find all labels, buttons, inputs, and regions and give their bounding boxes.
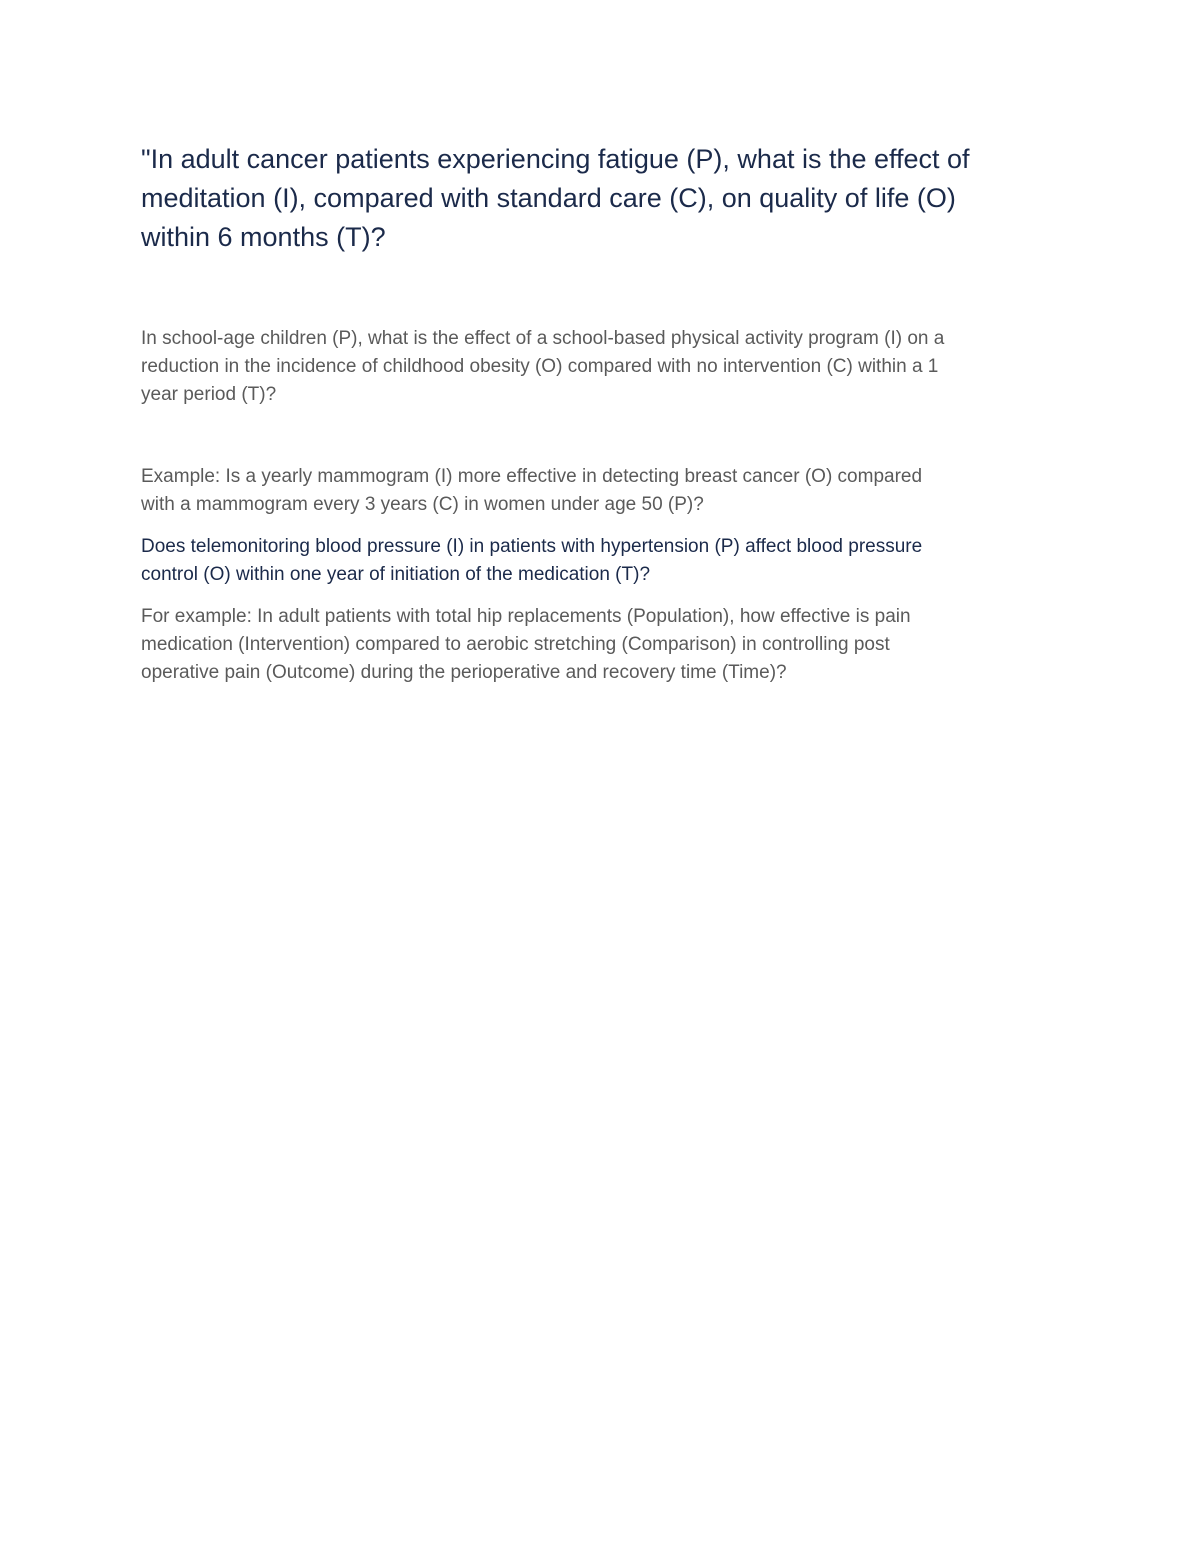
paragraph-line: For example: In adult patients with total hip replacements (Population), how effective is pain	[141, 606, 911, 627]
main-question-line: meditation (I), compared with standard care (C), on quality of life (O)	[141, 183, 956, 213]
document-content	[141, 140, 1071, 687]
paragraph-line: In school-age children (P), what is the effect of a school-based physical activity program (I) on a	[141, 328, 945, 349]
paragraph-line: Example: Is a yearly mammogram (I) more effective in detecting breast cancer (O) compared	[141, 466, 923, 487]
telemonitoring-paragraph	[141, 533, 1071, 589]
main-question-line: "In adult cancer patients experiencing fatigue (P), what is the effect of	[141, 144, 970, 174]
school-obesity-paragraph	[141, 325, 1071, 409]
paragraph-line: reduction in the incidence of childhood obesity (O) compared with no intervention (C) within a 1	[141, 356, 939, 377]
hip-replacement-example-paragraph	[141, 603, 1071, 687]
paragraph-line: year period (T)?	[141, 384, 277, 405]
main-picot-question	[141, 140, 1071, 257]
paragraph-line: operative pain (Outcome) during the perioperative and recovery time (Time)?	[141, 662, 787, 683]
paragraph-line: medication (Intervention) compared to aerobic stretching (Comparison) in controlling post	[141, 634, 890, 655]
paragraph-line: with a mammogram every 3 years (C) in women under age 50 (P)?	[141, 494, 704, 515]
mammogram-example-paragraph	[141, 463, 1071, 519]
paragraph-line: control (O) within one year of initiation of the medication (T)?	[141, 564, 651, 585]
paragraph-line: Does telemonitoring blood pressure (I) in patients with hypertension (P) affect blood pressure	[141, 536, 923, 557]
main-question-line: within 6 months (T)?	[141, 222, 386, 252]
